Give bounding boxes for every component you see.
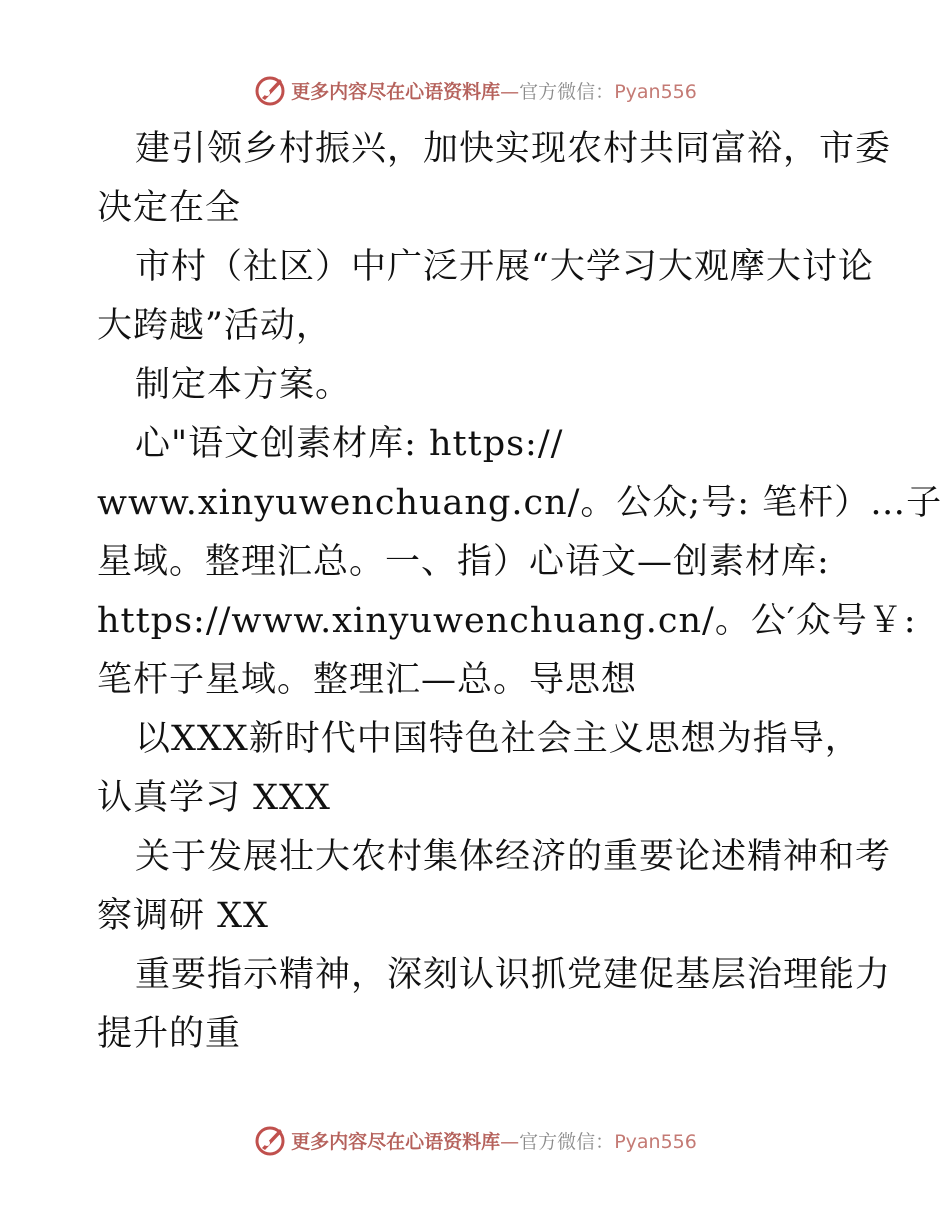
text-line: 大跨越”活动， xyxy=(97,306,332,346)
text-line: 笔杆子星域。整理汇—总。导思想 xyxy=(97,660,638,700)
footer-brand: 更多内容尽在心语资料库 xyxy=(291,1130,501,1153)
text-line: 决定在全 xyxy=(97,188,242,228)
footer-official-label: 官方微信： xyxy=(519,1130,615,1153)
quill-logo-icon xyxy=(253,1123,287,1157)
footer-watermark xyxy=(0,1120,950,1160)
text-line: 心"语文创素材库: https:// xyxy=(135,424,564,464)
footer-separator: — xyxy=(500,1130,520,1153)
document-body xyxy=(97,120,943,1064)
text-line: 以XXX新时代中国特色社会主义思想为指导， xyxy=(135,719,861,759)
quill-logo-icon xyxy=(253,73,287,107)
text-line: 星域。整理汇总。一、指）心语文—创素材库: xyxy=(97,542,830,582)
text-line: www.xinyuwenchuang.cn/。公众;号: 笔杆）…子 xyxy=(97,483,943,523)
header-separator: — xyxy=(500,80,520,103)
text-line: 建引领乡村振兴，加快实现农村共同富裕，市委 xyxy=(135,129,892,169)
header-brand: 更多内容尽在心语资料库 xyxy=(291,80,501,103)
text-line: 关于发展壮大农村集体经济的重要论述精神和考 xyxy=(135,837,892,877)
header-watermark xyxy=(0,70,950,110)
text-line: 市村（社区）中广泛开展“大学习大观摩大讨论 xyxy=(135,247,874,287)
text-line: https://www.xinyuwenchuang.cn/。公′众号￥: xyxy=(97,601,917,641)
header-official-label: 官方微信： xyxy=(519,80,615,103)
text-line: 认真学习 XXX xyxy=(97,778,331,818)
header-wechat-id: Pyan556 xyxy=(614,80,697,103)
text-line: 察调研 XX xyxy=(97,896,269,936)
footer-wechat-id: Pyan556 xyxy=(614,1130,697,1153)
text-line: 制定本方案。 xyxy=(135,365,352,405)
text-line: 重要指示精神，深刻认识抓党建促基层治理能力 xyxy=(135,955,892,995)
text-line: 提升的重 xyxy=(97,1014,242,1054)
